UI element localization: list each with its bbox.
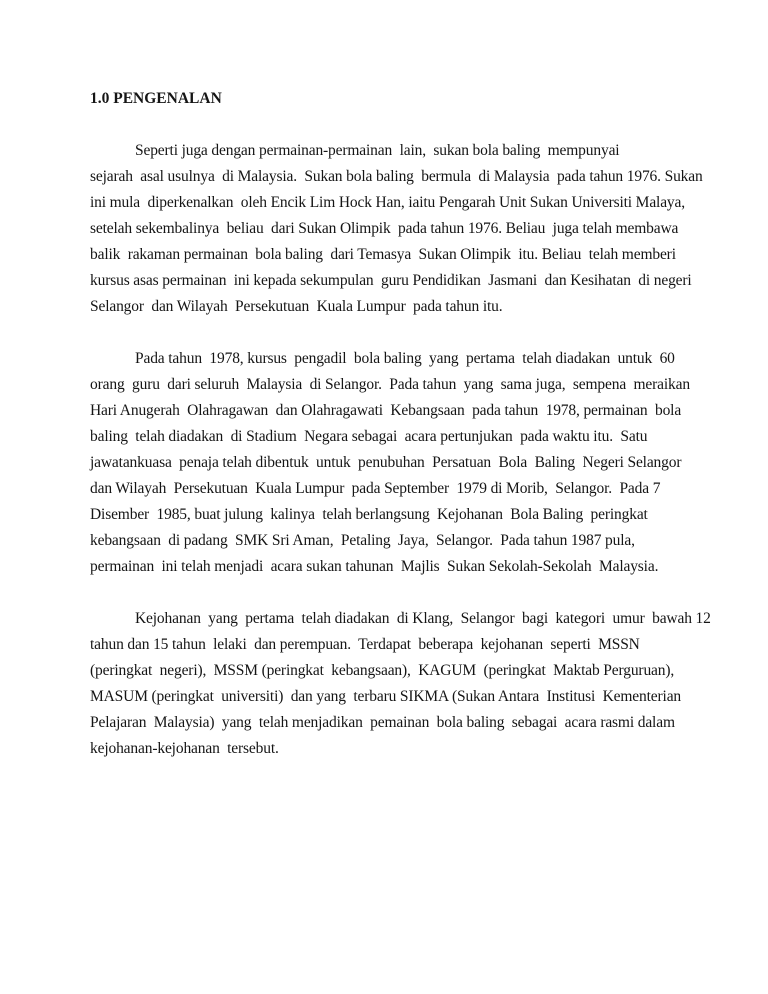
paragraph-2 — [90, 346, 710, 580]
text-line: Seperti juga dengan permainan-permainan lain, sukan bola baling mempunyai — [135, 142, 620, 159]
text-line: setelah sekembalinya beliau dari Sukan Olimpik pada tahun 1976. Beliau juga telah membawa — [90, 220, 679, 237]
text-line: (peringkat negeri), MSSM (peringkat kebangsaan), KAGUM (peringkat Maktab Perguruan), — [90, 662, 675, 679]
text-line: Pada tahun 1978, kursus pengadil bola baling yang pertama telah diadakan untuk 60 — [135, 350, 675, 367]
text-line: Selangor dan Wilayah Persekutuan Kuala Lumpur pada tahun itu. — [90, 298, 503, 315]
text-line: kejohanan-kejohanan tersebut. — [90, 740, 279, 757]
text-line: permainan ini telah menjadi acara sukan tahunan Majlis Sukan Sekolah-Sekolah Malaysia. — [90, 558, 659, 575]
text-line: Disember 1985, buat julung kalinya telah berlangsung Kejohanan Bola Baling peringkat — [90, 506, 648, 523]
text-line: Hari Anugerah Olahragawan dan Olahragawati Kebangsaan pada tahun 1978, permainan bola — [90, 402, 682, 419]
text-line: tahun dan 15 tahun lelaki dan perempuan. Terdapat beberapa kejohanan seperti MSSN — [90, 636, 640, 653]
text-line: sejarah asal usulnya di Malaysia. Sukan bola baling bermula di Malaysia pada tahun 1976. Sukan — [90, 168, 703, 185]
section-heading: 1.0 PENGENALAN — [90, 90, 222, 107]
text-line: balik rakaman permainan bola baling dari Temasya Sukan Olimpik itu. Beliau telah memberi — [90, 246, 676, 263]
text-line: kursus asas permainan ini kepada sekumpulan guru Pendidikan Jasmani dan Kesihatan di negeri — [90, 272, 692, 289]
text-line: MASUM (peringkat universiti) dan yang terbaru SIKMA (Sukan Antara Institusi Kementerian — [90, 688, 682, 705]
text-line: ini mula diperkenalkan oleh Encik Lim Hock Han, iaitu Pengarah Unit Sukan Universiti Malaya, — [90, 194, 685, 211]
text-line: kebangsaan di padang SMK Sri Aman, Petaling Jaya, Selangor. Pada tahun 1987 pula, — [90, 532, 635, 549]
text-line: jawatankuasa penaja telah dibentuk untuk penubuhan Persatuan Bola Baling Negeri Selangor — [90, 454, 682, 471]
text-line: Kejohanan yang pertama telah diadakan di Klang, Selangor bagi kategori umur bawah 12 — [135, 610, 711, 627]
text-line: baling telah diadakan di Stadium Negara sebagai acara pertunjukan pada waktu itu. Satu — [90, 428, 648, 445]
text-line: orang guru dari seluruh Malaysia di Selangor. Pada tahun yang sama juga, sempena meraikan — [90, 376, 690, 393]
paragraph-1 — [90, 138, 710, 320]
text-line: dan Wilayah Persekutuan Kuala Lumpur pada September 1979 di Morib, Selangor. Pada 7 — [90, 480, 661, 497]
paragraph-3 — [90, 606, 710, 762]
text-line: Pelajaran Malaysia) yang telah menjadikan pemainan bola baling sebagai acara rasmi dalam — [90, 714, 675, 731]
